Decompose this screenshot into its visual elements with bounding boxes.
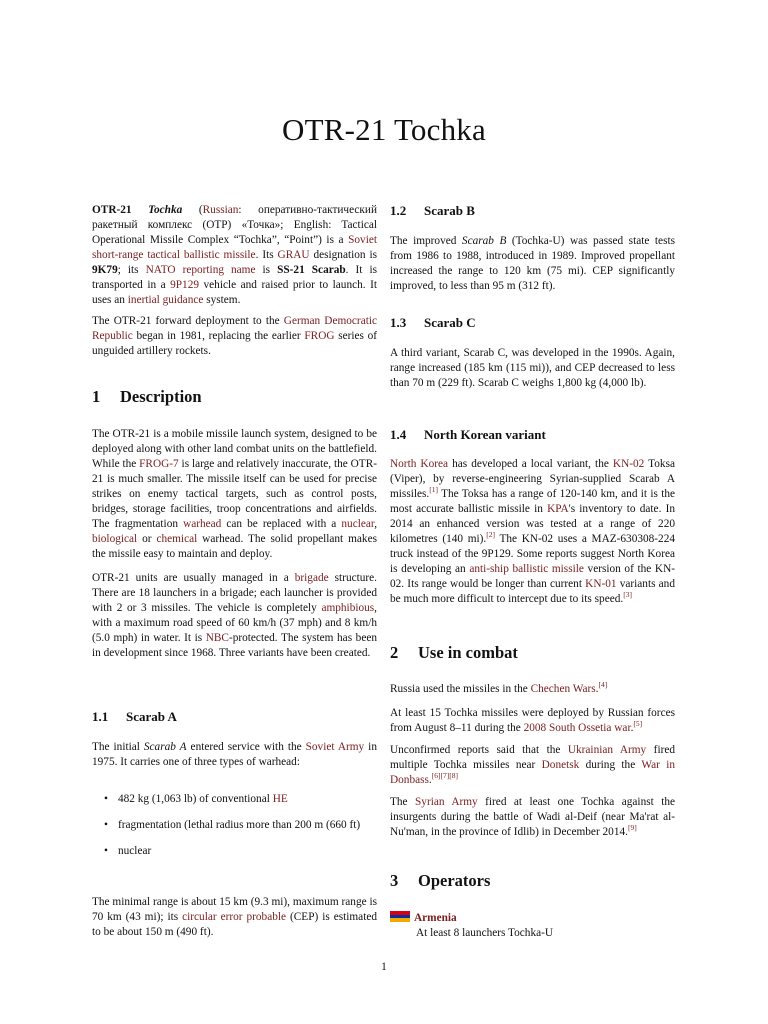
- scarab-c-body: [390, 346, 675, 397]
- link-srbm[interactable]: Soviet short-range tactical ballistic missile: [92, 234, 377, 261]
- link-nuclear[interactable]: nuclear: [341, 518, 375, 530]
- link-chemical[interactable]: chemical: [156, 533, 198, 545]
- list-item: • fragmentation (lethal radius more than 200 m (660 ft): [104, 819, 361, 831]
- north-korea-paragraph: North Korea has developed a local variant, the KN-02 Toksa (Viper), by reverse-engineering Syrian-supplied Scarab A missiles.[1] The Toksa has a range of 120-140 km, and it is the most accurate ballistic missile in KPA's inventory to date. In 2014 an enhanced version was tested at a range of 220 kilometres (140 mi).[2] The KN-02 uses a MAZ-630308-224 truck instead of the 9P129. Some reports suggest North Korea is developing an anti-ship ballistic missile version of the KN-02. Its range would be longer than current KN-01 variants and be much more difficult to intercept due to its speed.[3]: [390, 458, 675, 605]
- combat-paragraph-3: Unconfirmed reports said that the Ukrainian Army fired multiple Tochka missiles near Donetsk during the War in Donbass.[6][7][8]: [390, 744, 676, 786]
- list-item: • nuclear: [104, 845, 152, 857]
- page-title: OTR-21 Tochka: [282, 112, 486, 147]
- link-donetsk[interactable]: Donetsk: [541, 759, 580, 771]
- combat-paragraph-1: Russia used the missiles in the Chechen Wars.[4]: [390, 680, 608, 695]
- description-body: [92, 427, 377, 667]
- combat-paragraph-2: At least 15 Tochka missiles were deployed by Russian forces from August 8–11 during the 2008 South Ossetia war.[5]: [390, 707, 675, 734]
- ref-link[interactable]: [4]: [598, 680, 608, 690]
- section-heading-scarab-b: 1.2 Scarab B: [390, 203, 475, 218]
- link-north-korea[interactable]: North Korea: [390, 458, 449, 470]
- bullet-icon: •: [104, 845, 108, 857]
- link-russian[interactable]: Russian: [202, 204, 239, 216]
- section-heading-scarab-c: 1.3 Scarab C: [390, 315, 476, 330]
- link-kn-01[interactable]: KN-01: [585, 578, 617, 590]
- scarab-c-paragraph: A third variant, Scarab C, was developed in the 1990s. Again, range increased (185 km (115 mi)), and CEP decreased to less than 70 m (229 ft). Scarab C weighs 1,800 kg (4,000 lb).: [390, 347, 675, 389]
- bullet-icon: •: [104, 793, 108, 805]
- combat-body: [390, 682, 675, 846]
- page-number: 1: [381, 961, 387, 973]
- ref-link[interactable]: [3]: [623, 590, 632, 600]
- intro-paragraph-1: OTR-21 Tochka (Russian: оперативно-тактический ракетный комплекс (ОТР) «Точка»; English: Tactical Operational Missile Complex “Tochka”, “Point”) is a Soviet short-range tactical ballistic missile. Its GRAU designation is 9K79; its NATO reporting name is SS-21 Scarab. It is transported in a 9P129 vehicle and raised prior to launch. It uses an inertial guidance system.: [92, 204, 378, 306]
- section-heading-north-korean-variant: 1.4 North Korean variant: [390, 427, 546, 442]
- article-name-italic: Tochka: [148, 204, 183, 216]
- link-frog[interactable]: FROG: [304, 330, 335, 342]
- intro: [92, 203, 377, 365]
- section-heading-scarab-a: 1.1 Scarab A: [92, 709, 177, 724]
- scarab-a-paragraph-1: The initial Scarab A entered service with the Soviet Army in 1975. It carries one of three types of warhead:: [92, 741, 377, 768]
- description-paragraph-2: OTR-21 units are usually managed in a brigade structure. There are 18 launchers in a brigade; each launcher is provided with 2 or 3 missiles. The vehicle is completely amphibious, with a maximum road speed of 60 km/h (37 mph) and 8 km/h (5.0 mph) in water. It is NBC-protected. The system has been in development since 1968. Three variants have been created.: [92, 572, 377, 659]
- section-heading-operators: 3 Operators: [390, 871, 491, 890]
- link-south-ossetia-war[interactable]: 2008 South Ossetia war: [523, 722, 631, 734]
- scarab-b-paragraph: The improved Scarab B (Tochka-U) was passed state tests from 1986 to 1988, introduced in 1989. Improved propellant increased the range to 120 km (75 mi). CEP significantly improved, to less than 95 m (312 ft).: [390, 235, 675, 292]
- link-chechen-wars[interactable]: Chechen Wars: [530, 683, 596, 695]
- link-anti-ship-ballistic-missile[interactable]: anti-ship ballistic missile: [469, 563, 584, 575]
- link-inertial-guidance[interactable]: inertial guidance: [127, 294, 204, 306]
- description-paragraph-1: The OTR-21 is a mobile missile launch system, designed to be deployed along with other land combat units on the battlefield. While the FROG-7 is large and relatively inaccurate, the OTR-21 is much smaller. The missile itself can be used for precise strikes on enemy tactical targets, such as control posts, bridges, storage facilities, troop concentrations and airfields. The fragmentation warhead can be replaced with a nuclear, biological or chemical warhead. The solid propellant makes the missile easy to maintain and deploy.: [92, 428, 378, 560]
- link-frog-7[interactable]: FROG-7: [139, 458, 179, 470]
- link-brigade[interactable]: brigade: [294, 572, 329, 584]
- link-war-in-donbass[interactable]: War in Donbass: [390, 759, 675, 786]
- link-he[interactable]: HE: [272, 793, 288, 805]
- operator-armenia: [390, 911, 675, 926]
- operator-detail: At least 8 launchers Tochka-U: [416, 927, 554, 939]
- scarab-b-body: [390, 234, 675, 300]
- link-warhead[interactable]: warhead: [183, 518, 222, 530]
- link-kn-02[interactable]: KN-02: [612, 458, 645, 470]
- nato-name: SS-21 Scarab: [277, 264, 346, 276]
- ref-link[interactable]: [6][7][8]: [431, 771, 458, 781]
- ref-link[interactable]: [9]: [627, 823, 637, 833]
- article-name: OTR-21: [92, 204, 132, 216]
- operators-list: [390, 911, 675, 941]
- link-nato-reporting-name[interactable]: NATO reporting name: [145, 264, 256, 276]
- north-korea-body: [390, 457, 675, 613]
- section-heading-description: 1 Description: [92, 387, 202, 406]
- warhead-list: [92, 792, 377, 870]
- link-circular-error-probable[interactable]: circular error probable: [182, 911, 287, 923]
- ref-link[interactable]: [1]: [429, 485, 438, 495]
- combat-paragraph-4: The Syrian Army fired at least one Tochka against the insurgents during the battle of Wadi al-Deif (near Ma'rat al-Nu'man, in the province of Idlib) in December 2014.[9]: [390, 796, 675, 838]
- link-nbc[interactable]: NBC: [205, 632, 229, 644]
- link-grau[interactable]: GRAU: [277, 249, 310, 261]
- link-kpa[interactable]: KPA: [547, 503, 569, 515]
- section-heading-use-in-combat: 2 Use in combat: [390, 643, 518, 662]
- link-syrian-army[interactable]: Syrian Army: [415, 796, 478, 808]
- link-armenia[interactable]: Armenia: [414, 912, 457, 924]
- ref-link[interactable]: [2]: [486, 530, 495, 540]
- ref-link[interactable]: [5]: [633, 719, 643, 729]
- link-biological[interactable]: biological: [92, 533, 138, 545]
- scarab-a-range: [92, 895, 377, 946]
- intro-paragraph-2: The OTR-21 forward deployment to the German Democratic Republic began in 1981, replacing the earlier FROG series of unguided artillery rockets.: [92, 315, 378, 357]
- link-9p129[interactable]: 9P129: [170, 279, 200, 291]
- link-soviet-army[interactable]: Soviet Army: [305, 741, 365, 753]
- list-item: • 482 kg (1,063 lb) of conventional HE: [104, 793, 288, 805]
- scarab-a-paragraph-2: The minimal range is about 15 km (9.3 mi), maximum range is 70 km (43 mi); its circular error probable (CEP) is estimated to be about 150 m (490 ft).: [92, 896, 377, 938]
- bullet-icon: •: [104, 819, 108, 831]
- link-gdr[interactable]: German Democratic Republic: [92, 315, 378, 342]
- scarab-a-body: [92, 740, 377, 776]
- link-amphibious[interactable]: amphibious: [321, 602, 375, 614]
- designation: 9K79: [92, 264, 118, 276]
- link-ukrainian-army[interactable]: Ukrainian Army: [567, 744, 647, 756]
- armenia-flag-icon: [390, 911, 410, 922]
